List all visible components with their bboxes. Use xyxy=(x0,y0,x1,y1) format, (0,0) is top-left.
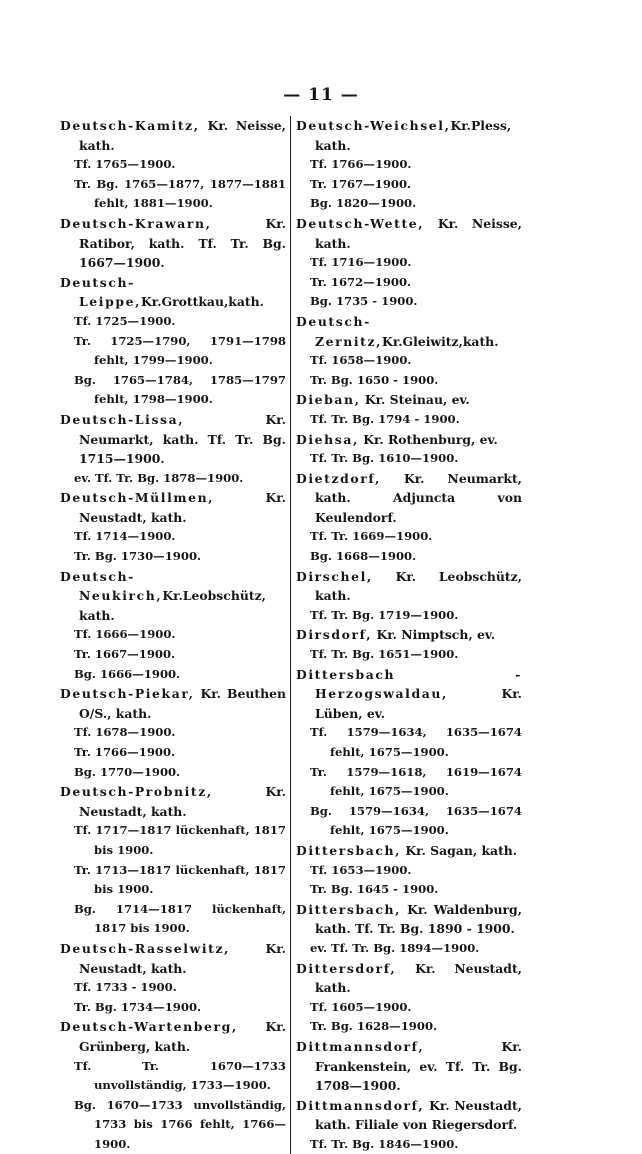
record-line: Bg. 1666—1900. xyxy=(74,666,181,681)
entry-heading xyxy=(60,939,286,978)
register-entry xyxy=(296,625,522,664)
register-entry xyxy=(296,390,522,429)
place-name: Deutsch-Wartenberg, xyxy=(60,1019,238,1035)
record-line: Tr. Bg. 1765—1877, 1877—1881 fehlt, 1881—1900. xyxy=(74,176,286,211)
place-details: Kr. Lüben, ev. xyxy=(315,686,522,721)
place-details: Kr.Grottkau,kath. xyxy=(141,294,264,310)
register-entry xyxy=(60,684,286,782)
entry-heading xyxy=(60,684,286,723)
place-name: Dittersbach, xyxy=(296,901,402,917)
place-name: Deutsch-Probnitz, xyxy=(60,784,213,800)
place-details: Kr. Neumarkt, kath. Tf. Tr. Bg. 1715—1900. xyxy=(79,411,286,467)
entry-heading xyxy=(60,567,286,626)
place-name: Deutsch-Kamitz, xyxy=(60,118,200,133)
record-line: Tr. 1766—1900. xyxy=(74,745,176,759)
register-entry xyxy=(296,469,522,567)
register-entry xyxy=(296,900,522,959)
register-entry xyxy=(60,782,286,939)
place-name: Dittersdorf, xyxy=(296,960,397,976)
place-name: Dittersbach - Herzogswaldau, xyxy=(296,666,522,702)
record-line: Tf. 1714—1900. xyxy=(74,529,176,544)
record-line: Tf. 1605—1900. xyxy=(310,999,412,1014)
place-name: Dirsdorf, xyxy=(296,627,373,643)
record-line: Tf. 1678—1900. xyxy=(74,725,176,740)
page-number: — 11 — xyxy=(283,85,359,105)
entry-heading xyxy=(296,469,522,528)
record-line: Tr. Bg. 1730—1900. xyxy=(74,549,202,564)
left-column xyxy=(60,116,290,1154)
place-name: Dieban, xyxy=(296,392,361,408)
record-line: Tf. Tr. 1670—1733 unvollständig, 1733—1900. xyxy=(74,1058,286,1093)
register-entry xyxy=(296,1096,522,1154)
register-entry xyxy=(296,116,522,214)
place-name: Deutsch-Weichsel, xyxy=(296,118,451,133)
record-line: Bg. 1770—1900. xyxy=(74,764,181,779)
place-details: Kr.Leobschütz, kath. xyxy=(79,588,266,623)
entry-heading xyxy=(296,959,522,998)
place-details: Kr. Nimptsch, ev. xyxy=(372,627,496,643)
register-entry xyxy=(296,841,522,900)
record-line: ev. Tf. Tr. Bg. 1894—1900. xyxy=(310,940,480,955)
record-line: Tf. Tr. Bg. 1610—1900. xyxy=(310,451,459,466)
place-name: Deutsch-Krawarn, xyxy=(60,215,212,231)
record-line: Tf. 1658—1900. xyxy=(310,353,412,368)
register-entry xyxy=(60,214,286,273)
place-details: Kr. Neustadt, kath. xyxy=(79,490,286,525)
place-details: Kr. Neustadt, kath. Filiale von Riegersdorf. xyxy=(315,1097,522,1133)
record-line: Bg. 1670—1733 unvollständig, 1733 bis 1766 fehlt, 1766—1900. xyxy=(74,1097,286,1151)
register-entry xyxy=(60,273,286,410)
record-line: Tf. 1716—1900. xyxy=(310,255,412,270)
register-entry xyxy=(296,312,522,390)
record-line: Tf. 1653—1900. xyxy=(310,862,412,877)
place-details: Kr. Beuthen O/S., kath. xyxy=(79,686,286,721)
record-line: Tr. 1767—1900. xyxy=(310,176,412,191)
record-line: ev. Tf. Tr. Bg. 1878—1900. xyxy=(74,470,244,485)
record-line: Tf. Tr. 1669—1900. xyxy=(310,529,433,544)
entry-heading xyxy=(60,273,286,312)
record-line: Tr. 1725—1790, 1791—1798 fehlt, 1799—1900. xyxy=(74,333,286,368)
entry-heading xyxy=(296,116,522,155)
entry-heading xyxy=(60,488,286,527)
record-line: Tf. Tr. Bg. 1719—1900. xyxy=(310,607,459,622)
place-details: Kr. Neustadt, kath. xyxy=(79,784,286,819)
entry-heading xyxy=(296,900,522,939)
record-line: Tf. 1725—1900. xyxy=(74,313,176,328)
entry-heading xyxy=(60,410,286,469)
register-entry xyxy=(60,939,286,1017)
record-line: Bg. 1765—1784, 1785—1797 fehlt, 1798—1900. xyxy=(74,372,286,407)
place-name: Deutsch-Neukirch, xyxy=(60,568,163,604)
place-details: Kr.Gleiwitz,kath. xyxy=(382,333,499,349)
place-name: Dittmannsdorf, xyxy=(296,1038,425,1054)
place-name: Diehsa, xyxy=(296,431,359,447)
record-line: Tr. 1667—1900. xyxy=(74,647,176,662)
place-details: Kr. Ratibor, kath. Tf. Tr. Bg. 1667—1900. xyxy=(79,215,286,271)
place-details: Kr. Rothenburg, ev. xyxy=(358,431,498,447)
place-name: Deutsch-Piekar, xyxy=(60,686,195,702)
entry-heading xyxy=(296,312,522,351)
register-entry xyxy=(60,1017,286,1154)
register-entry xyxy=(296,214,522,312)
place-details: Kr. Neisse, kath. xyxy=(79,118,286,153)
place-name: Dittmannsdorf, xyxy=(296,1097,425,1113)
place-details: Kr. Sagan, kath. xyxy=(401,842,518,858)
place-details: Kr. Waldenburg, kath. Tf. Tr. Bg. 1890 - 1900. xyxy=(315,901,522,937)
right-column xyxy=(290,116,522,1154)
entry-heading xyxy=(296,1037,522,1096)
record-line: Tr. Bg. 1650 - 1900. xyxy=(310,372,439,387)
entry-heading xyxy=(296,214,522,253)
record-line: Tr. 1579—1618, 1619—1674 fehlt, 1675—1900. xyxy=(310,764,522,799)
register-entry xyxy=(60,567,286,685)
place-details: Kr. Neisse, kath. xyxy=(315,215,522,251)
register-entry xyxy=(296,1037,522,1096)
place-details: Kr. Neumarkt, kath. Adjuncta von Keulendorf. xyxy=(315,470,522,525)
entry-heading xyxy=(60,1017,286,1056)
place-details: Kr. Neustadt, kath. xyxy=(315,960,522,996)
register-entry xyxy=(296,959,522,1037)
place-details: Kr. Leobschütz, kath. xyxy=(315,568,522,604)
place-name: Deutsch-Wette, xyxy=(296,215,425,231)
record-line: Tf. Tr. Bg. 1651—1900. xyxy=(310,647,459,662)
two-column-register xyxy=(60,116,522,1154)
entry-heading xyxy=(60,214,286,273)
record-line: Bg. 1820—1900. xyxy=(310,196,417,211)
entry-heading xyxy=(296,625,522,645)
place-name: Deutsch-Rasselwitz, xyxy=(60,940,231,956)
record-line: Bg. 1735 - 1900. xyxy=(310,294,418,309)
record-line: Bg. 1714—1817 lückenhaft, 1817 bis 1900. xyxy=(74,901,286,936)
record-line: Tf. 1766—1900. xyxy=(310,157,412,172)
register-entry xyxy=(60,488,286,566)
record-line: Bg. 1579—1634, 1635—1674 fehlt, 1675—1900. xyxy=(310,803,522,838)
record-line: Tf. 1666—1900. xyxy=(74,627,176,642)
register-entry xyxy=(296,567,522,626)
register-entry xyxy=(60,410,286,488)
register-entry xyxy=(296,430,522,469)
entry-heading xyxy=(296,665,522,724)
entry-heading xyxy=(296,567,522,606)
entry-heading xyxy=(296,390,522,410)
place-name: Dirschel, xyxy=(296,568,373,584)
entry-heading xyxy=(60,116,286,155)
place-name: Deutsch-Lissa, xyxy=(60,411,185,427)
register-entry xyxy=(296,665,522,841)
entry-heading xyxy=(296,841,522,861)
record-line: Tf. Tr. Bg. 1794 - 1900. xyxy=(310,411,460,426)
record-line: Tf. 1579—1634, 1635—1674 fehlt, 1675—1900. xyxy=(310,725,522,759)
entry-heading xyxy=(296,430,522,450)
place-name: Dietzdorf, xyxy=(296,470,381,486)
place-name: Deutsch-Leippe, xyxy=(60,274,142,310)
place-name: Dittersbach, xyxy=(296,842,402,858)
record-line: Tr. Bg. 1734—1900. xyxy=(74,999,202,1014)
record-line: Tf. 1717—1817 lückenhaft, 1817 bis 1900. xyxy=(74,823,286,857)
record-line: Tf. 1765—1900. xyxy=(74,157,176,172)
record-line: Tf. 1733 - 1900. xyxy=(74,980,177,995)
place-details: Kr. Frankenstein, ev. Tf. Tr. Bg. 1708—1900. xyxy=(315,1038,522,1094)
place-details: Kr.Pless, kath. xyxy=(315,118,512,153)
record-line: Tr. Bg. 1628—1900. xyxy=(310,1019,438,1034)
record-line: Tf. Tr. Bg. 1846—1900. xyxy=(310,1136,459,1151)
entry-heading xyxy=(60,782,286,821)
place-details: Kr. Steinau, ev. xyxy=(360,392,470,408)
place-name: Deutsch-Zernitz, xyxy=(296,313,383,349)
register-entry xyxy=(60,116,286,214)
place-details: Kr. Grünberg, kath. xyxy=(79,1019,286,1054)
record-line: Bg. 1668—1900. xyxy=(310,549,417,564)
record-line: Tr. 1672—1900. xyxy=(310,274,412,289)
entry-heading xyxy=(296,1096,522,1135)
record-line: Tr. Bg. 1645 - 1900. xyxy=(310,882,439,897)
record-line: Tr. 1713—1817 lückenhaft, 1817 bis 1900. xyxy=(74,862,286,897)
place-details: Kr. Neustadt, kath. xyxy=(79,940,286,976)
place-name: Deutsch-Müllmen, xyxy=(60,490,215,506)
